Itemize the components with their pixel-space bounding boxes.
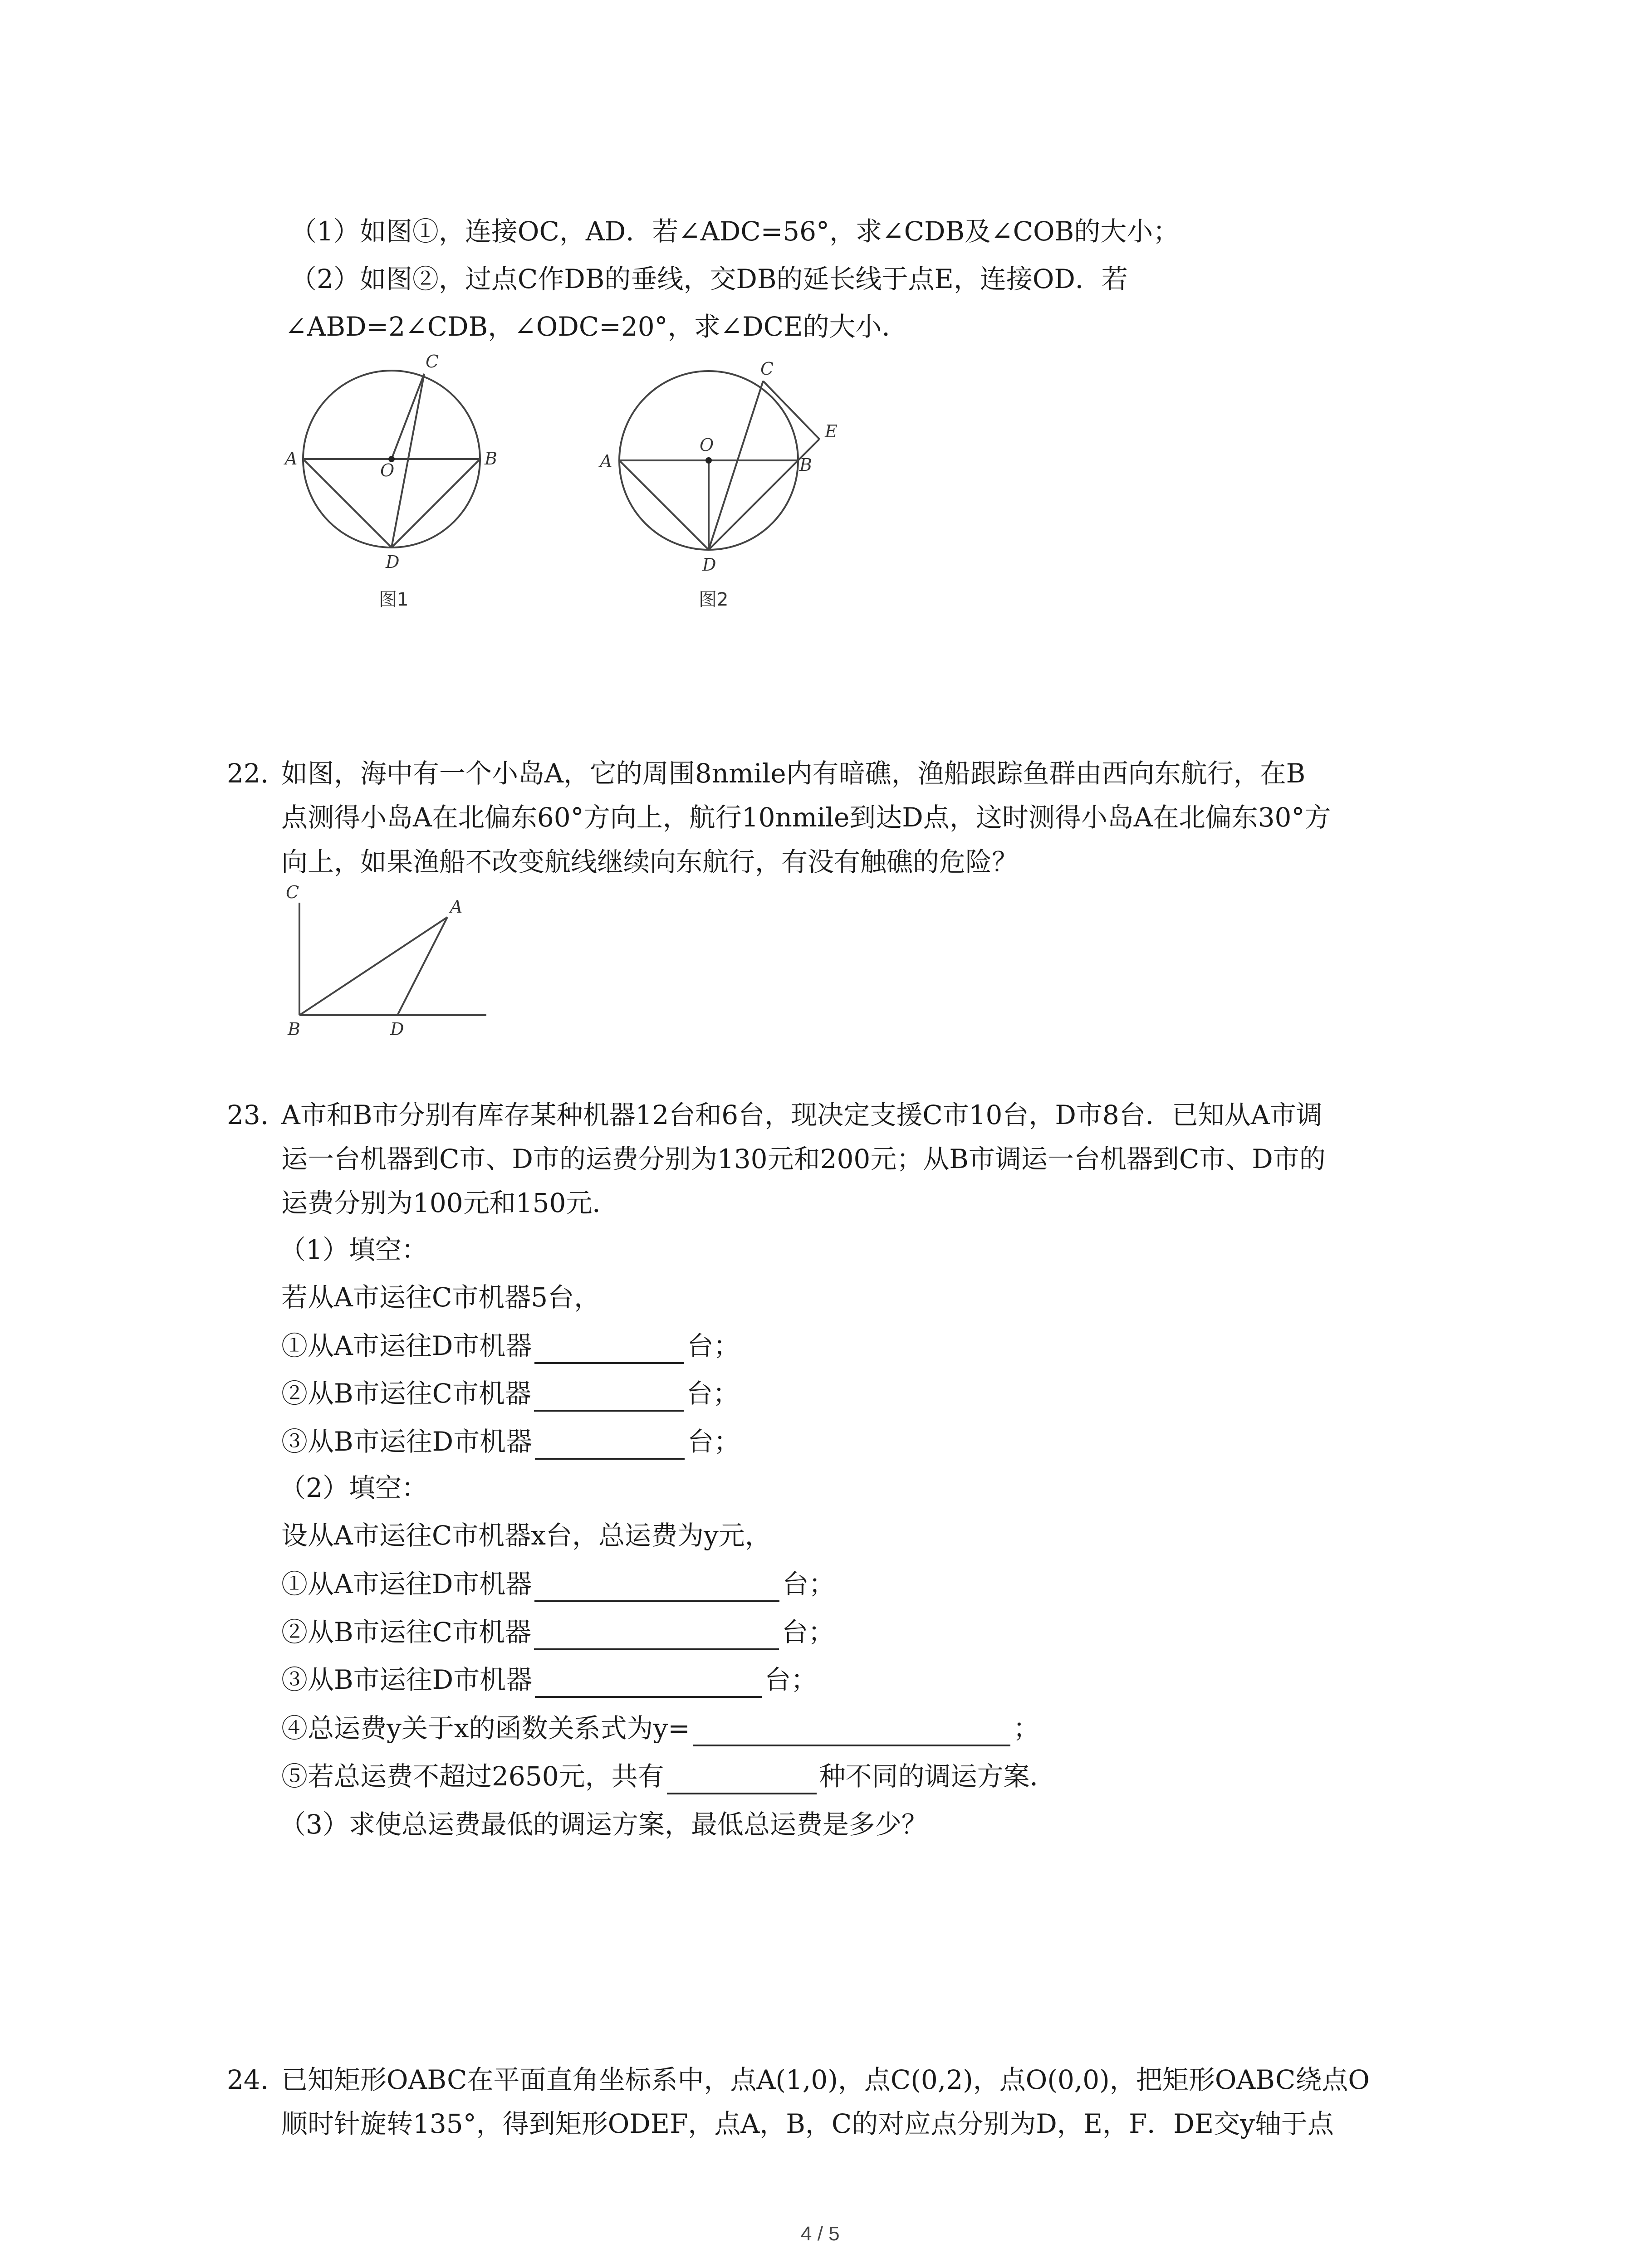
- q23-part1-blank2[interactable]: [534, 1382, 684, 1412]
- q24-number: 24.: [227, 2064, 269, 2095]
- q21-figure-1: [272, 354, 526, 599]
- q23-part2-unit2: 台；: [782, 1617, 835, 1647]
- fig2-label-c: C: [760, 359, 774, 379]
- q24-line1: 已知矩形OABC在平面直角坐标系中，点A(1,0)，点C(0,2)，点O(0,0)，把矩形OABC绕点O: [281, 2064, 1370, 2095]
- q22-label-b: B: [288, 1019, 300, 1039]
- q23-part1-item2-text: ②从B市运往C市机器: [281, 1378, 532, 1409]
- q21-part2-line2: ∠ABD=2∠CDB，∠ODC=20°，求∠DCE的大小．: [285, 311, 908, 342]
- q23-part2-item2-text: ②从B市运往C市机器: [281, 1617, 532, 1647]
- q23-part2-unit3: 台；: [764, 1664, 818, 1695]
- fig1-label-a: A: [285, 449, 298, 469]
- q23-part2-blank3[interactable]: [535, 1668, 762, 1698]
- q21-figure-2-caption: 图2: [699, 589, 729, 610]
- fig1-label-o: O: [380, 460, 395, 480]
- q21-figure-1-caption: 图1: [379, 589, 409, 610]
- q22-line1: 如图，海中有一个小岛A，它的周围8nmile内有暗礁，渔船跟踪鱼群由西向东航行，在B: [281, 758, 1306, 789]
- q23-part2-blank5[interactable]: [667, 1765, 817, 1794]
- q23-part3: （3）求使总运费最低的调运方案，最低总运费是多少？: [279, 1809, 928, 1840]
- q23-part1-unit1: 台；: [687, 1330, 740, 1361]
- fig1-label-c: C: [426, 354, 439, 371]
- q23-part2-item2: [281, 1614, 834, 1650]
- q23-part1-blank1[interactable]: [534, 1334, 684, 1364]
- fig2-label-a: A: [600, 451, 612, 471]
- fig2-label-e: E: [825, 421, 838, 441]
- q23-part1-unit2: 台；: [686, 1378, 740, 1409]
- q23-part2-intro: 设从A市运往C市机器x台，总运费为y元，: [281, 1520, 771, 1551]
- q23-part2-unit1: 台；: [782, 1569, 835, 1599]
- q22-label-a: A: [450, 897, 463, 917]
- q22-line2: 点测得小岛A在北偏东60°方向上，航行10nmile到达D点，这时测得小岛A在北偏东30°方: [281, 802, 1331, 833]
- q21-figure-2: [585, 354, 857, 599]
- q23-part2-blank2[interactable]: [534, 1620, 779, 1650]
- q23-part1-intro: 若从A市运往C市机器5台，: [281, 1282, 601, 1313]
- q23-part2-item5-end: 种不同的调运方案．: [819, 1761, 1056, 1792]
- fig2-label-b: B: [799, 455, 812, 475]
- q23-part2-blank4[interactable]: [693, 1716, 1010, 1746]
- fig1-label-b: B: [485, 449, 497, 469]
- q23-part1-item1: [281, 1328, 740, 1364]
- q23-part2-title: （2）填空：: [279, 1472, 428, 1503]
- q23-part2-item5: [281, 1758, 1056, 1794]
- q23-part1-unit3: 台；: [687, 1426, 740, 1457]
- q23-part1-item3-text: ③从B市运往D市机器: [281, 1426, 533, 1457]
- q24-line2: 顺时针旋转135°，得到矩形ODEF，点A，B，C的对应点分别为D，E，F．DE交y轴于点: [281, 2108, 1334, 2139]
- q23-part2-item1-text: ①从A市运往D市机器: [281, 1569, 532, 1599]
- q23-part1-blank3[interactable]: [535, 1430, 685, 1460]
- q21-part1: （1）如图①，连接OC，AD．若∠ADC=56°，求∠CDB及∠COB的大小；: [290, 216, 1180, 247]
- q23-part1-item3: [281, 1423, 740, 1460]
- q23-line3: 运费分别为100元和150元．: [281, 1188, 619, 1218]
- q23-part1-title: （1）填空：: [279, 1234, 428, 1265]
- fig2-label-o: O: [700, 435, 714, 455]
- q23-line1: A市和B市分别有库存某种机器12台和6台，现决定支援C市10台，D市8台．已知从A市调: [281, 1100, 1323, 1130]
- q23-part2-item3-text: ③从B市运往D市机器: [281, 1664, 533, 1695]
- q23-number: 23.: [227, 1100, 269, 1130]
- q22-line3: 向上，如果渔船不改变航线继续向东航行，有没有触礁的危险？: [281, 846, 1019, 877]
- q23-line2: 运一台机器到C市、D市的运费分别为130元和200元；从B市调运一台机器到C市、D市的: [281, 1144, 1326, 1174]
- q23-part2-item4-text: ④总运费y关于x的函数关系式为y=: [281, 1713, 690, 1744]
- q23-part2-item3: [281, 1662, 817, 1698]
- fig1-label-d: D: [386, 552, 400, 572]
- page-number: 4 / 5: [801, 2223, 840, 2245]
- q22-number: 22.: [227, 758, 269, 789]
- q22-label-c: C: [286, 885, 299, 902]
- q23-part2-item4: [281, 1710, 1039, 1746]
- q23-part2-blank1[interactable]: [534, 1572, 779, 1602]
- q22-figure: [272, 885, 499, 1048]
- fig2-label-d: D: [702, 555, 716, 575]
- q23-part1-item2: [281, 1375, 739, 1412]
- q22-label-d: D: [390, 1019, 404, 1039]
- q23-part2-item1: [281, 1566, 835, 1602]
- q21-part2-line1: （2）如图②，过点C作DB的垂线，交DB的延长线于点E，连接OD．若: [290, 264, 1128, 294]
- q23-part1-item1-text: ①从A市运往D市机器: [281, 1330, 532, 1361]
- q23-part2-item4-end: ；: [1013, 1713, 1039, 1744]
- q23-part2-item5-text: ⑤若总运费不超过2650元，共有: [281, 1761, 664, 1792]
